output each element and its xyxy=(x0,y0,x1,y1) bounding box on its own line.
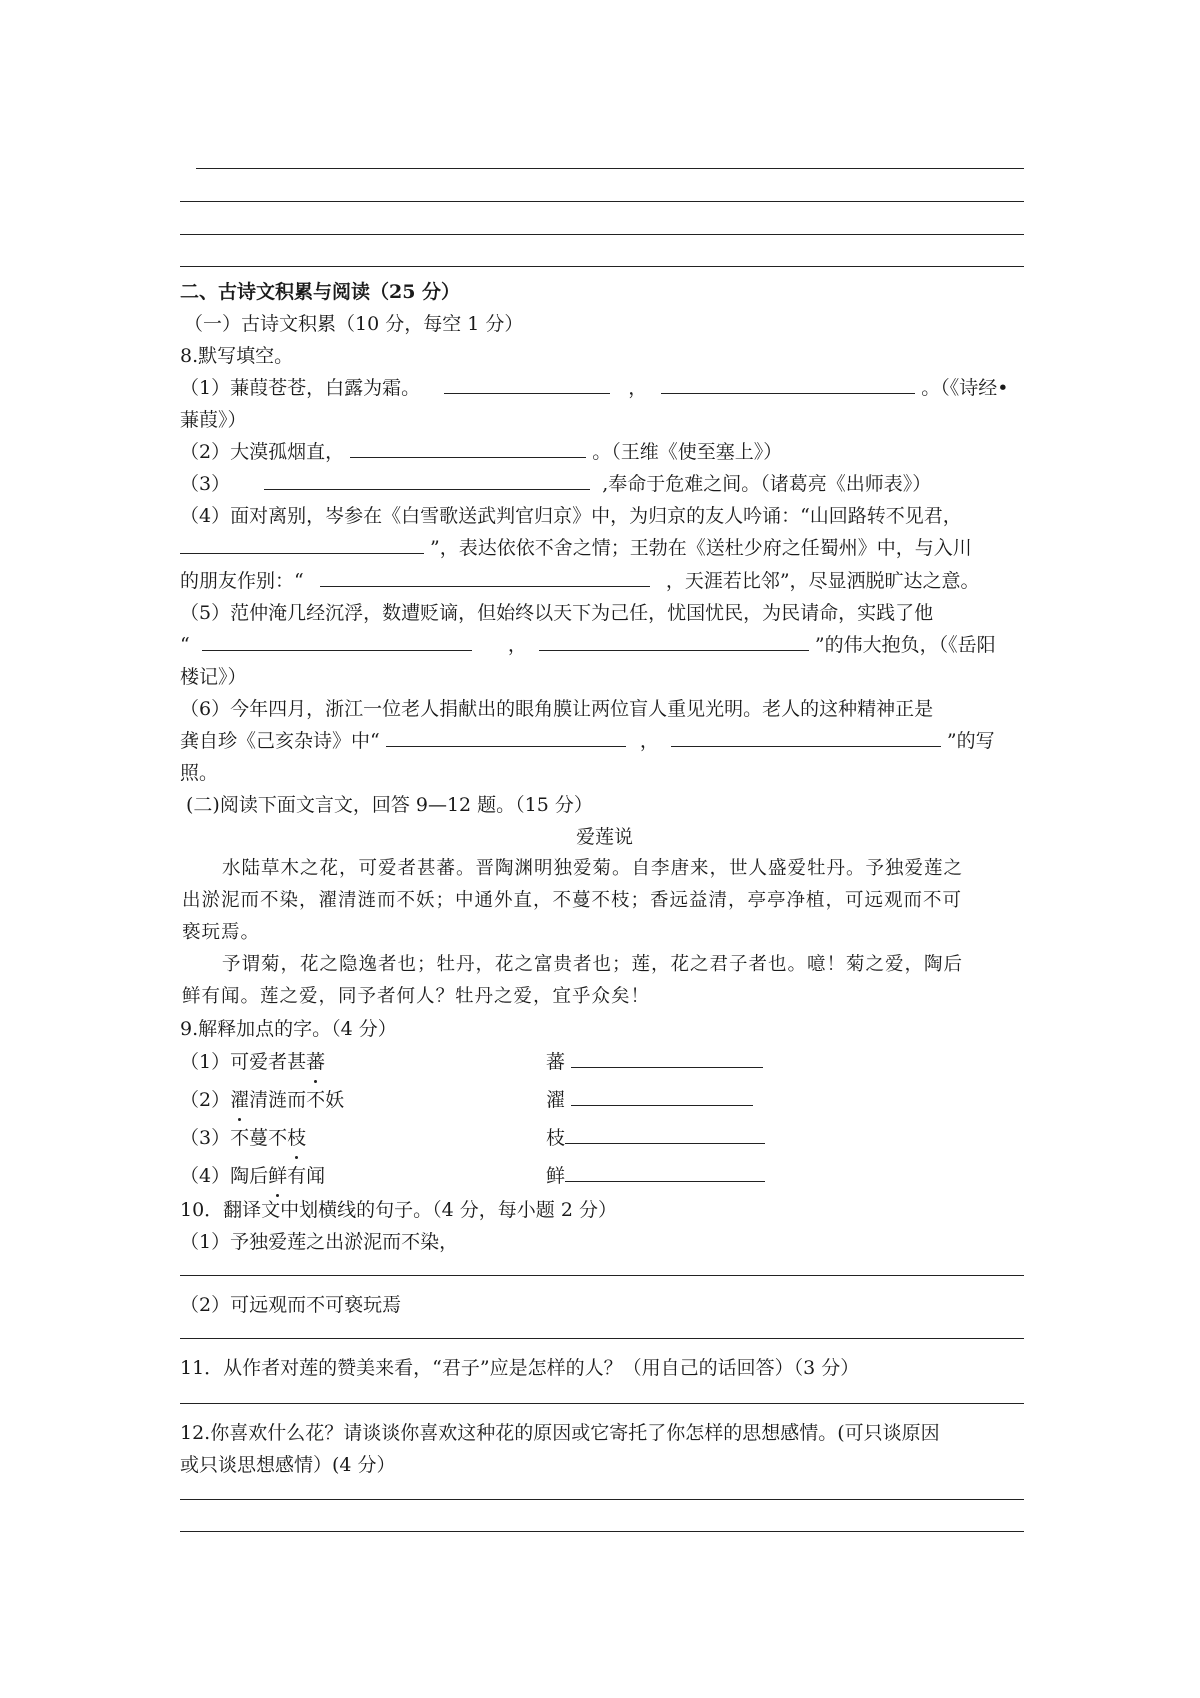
part1-title: （一）古诗文积累（10 分，每空 1 分） xyxy=(184,313,524,335)
dotted-char: 濯 xyxy=(230,1085,249,1112)
answer-line[interactable] xyxy=(180,234,1024,235)
q8-item1-comma: ， xyxy=(628,377,648,399)
blank[interactable] xyxy=(386,728,626,747)
dotted-char: 枝 xyxy=(287,1123,306,1150)
q8-item3-text: （3） xyxy=(180,473,231,495)
q9-item-text: （1）可爱者甚 xyxy=(180,1051,307,1073)
dotted-char: 蕃 xyxy=(306,1047,325,1074)
q8-title: 8.默写填空。 xyxy=(180,345,294,367)
q8-item1-end: 。（《诗经• xyxy=(921,377,1009,399)
q8-item4-line2 xyxy=(180,533,972,560)
section-title: 二、古诗文积累与阅读（25 分） xyxy=(180,281,461,303)
q8-item2-end: 。（王维《使至塞上》） xyxy=(592,441,783,463)
q8-item6-end: ”的写 xyxy=(946,730,995,752)
q9-title: 9.解释加点的字。（4 分） xyxy=(180,1018,397,1040)
q8-item5-end: ”的伟大抱负，（《岳阳 xyxy=(814,634,996,656)
blank[interactable] xyxy=(444,375,610,394)
q8-item5-open: “ xyxy=(180,634,190,656)
blank[interactable] xyxy=(661,375,915,394)
q9-answer-2 xyxy=(546,1085,753,1112)
blank[interactable] xyxy=(180,535,424,554)
q9-answer-1 xyxy=(546,1047,763,1074)
blank[interactable] xyxy=(671,728,941,747)
q8-item6-text: 龚自珍《己亥杂诗》中“ xyxy=(180,730,380,752)
q9-item-text: 清涟而不妖 xyxy=(249,1089,345,1111)
blank[interactable] xyxy=(320,568,650,587)
q8-item6-line2 xyxy=(180,726,995,753)
blank[interactable] xyxy=(264,471,590,490)
q8-item4-line3-text: 的朋友作别：“ xyxy=(180,570,304,592)
q9-item-3 xyxy=(180,1123,306,1150)
passage-p1-line2: 出淤泥而不染，濯清涟而不妖；中通外直，不蔓不枝；香远益清，亭亭净植，可远观而不可 xyxy=(182,890,963,911)
q8-item1-cont: 蒹葭》） xyxy=(180,409,247,431)
answer-line[interactable] xyxy=(180,1499,1024,1500)
q9-char: 蕃 xyxy=(546,1051,572,1073)
passage-p2-line2: 鲜有闻。莲之爱，同予者何人？牡丹之爱，宜乎众矣！ xyxy=(182,986,651,1007)
q8-item3 xyxy=(180,469,931,496)
q9-item-text: （3）不蔓不 xyxy=(180,1127,288,1149)
blank[interactable] xyxy=(571,1049,763,1068)
passage-p2-line1: 予谓菊，花之隐逸者也；牡丹，花之富贵者也；莲，花之君子者也。噫！菊之爱，陶后 xyxy=(222,954,964,975)
q8-item1 xyxy=(180,373,1009,400)
q8-item6-line1: （6）今年四月，浙江一位老人捐献出的眼角膜让两位盲人重见光明。老人的这种精神正是 xyxy=(180,698,934,720)
q9-item-2 xyxy=(180,1085,344,1112)
q8-item5-comma: ， xyxy=(507,634,527,656)
answer-line[interactable] xyxy=(180,1531,1024,1532)
q10-item1: （1）予独爱莲之出淤泥而不染， xyxy=(180,1231,459,1253)
answer-line[interactable] xyxy=(180,1338,1024,1339)
answer-line[interactable] xyxy=(196,168,1024,169)
q9-item-1 xyxy=(180,1047,325,1074)
q8-item1-text: （1）蒹葭苍苍，白露为霜。 xyxy=(180,377,421,399)
q10-item2: （2）可远观而不可亵玩焉 xyxy=(180,1294,402,1316)
q12-line1: 12.你喜欢什么花？请谈谈你喜欢这种花的原因或它寄托了你怎样的思想感情。(可只谈原因 xyxy=(180,1422,940,1444)
q9-char: 鲜 xyxy=(546,1165,566,1187)
q9-item-text: （4）陶后 xyxy=(180,1165,269,1187)
q8-item4-line3 xyxy=(180,566,980,593)
q8-item6-comma: ， xyxy=(639,730,659,752)
passage-title: 爱莲说 xyxy=(576,826,634,848)
q10-title: 10．翻译文中划横线的句子。（4 分，每小题 2 分） xyxy=(180,1199,617,1221)
answer-line[interactable] xyxy=(180,1403,1024,1404)
blank[interactable] xyxy=(350,439,586,458)
q9-char: 枝 xyxy=(546,1127,566,1149)
q8-item2 xyxy=(180,437,782,464)
q8-item5-line1: （5）范仲淹几经沉浮，数遭贬谪，但始终以天下为己任，忧国忧民，为民请命，实践了他 xyxy=(180,602,934,624)
q9-item-4 xyxy=(180,1161,325,1188)
passage-p1-line3: 亵玩焉。 xyxy=(182,922,261,943)
q9-answer-4 xyxy=(546,1161,765,1188)
q8-item5-line2 xyxy=(180,630,996,657)
q9-item-text: 有闻 xyxy=(287,1165,326,1187)
answer-line[interactable] xyxy=(180,266,1024,267)
blank[interactable] xyxy=(202,632,472,651)
blank[interactable] xyxy=(571,1087,753,1106)
q8-item2-text: （2）大漠孤烟直， xyxy=(180,441,345,463)
part2-title: (二)阅读下面文言文，回答 9—12 题。（15 分） xyxy=(186,794,593,816)
blank[interactable] xyxy=(539,632,809,651)
dotted-char: 鲜 xyxy=(268,1161,287,1188)
q12-line2: 或只谈思想感情）(4 分） xyxy=(180,1454,396,1476)
q8-item4-line3-end: ，天涯若比邻”，尽显洒脱旷达之意。 xyxy=(665,570,980,592)
passage-p1-line1: 水陆草木之花，可爱者甚蕃。晋陶渊明独爱菊。自李唐来，世人盛爱牡丹。予独爱莲之 xyxy=(222,858,964,879)
q9-answer-3 xyxy=(546,1123,765,1150)
q9-item-text: （2） xyxy=(180,1089,231,1111)
q9-char: 濯 xyxy=(546,1089,572,1111)
answer-line[interactable] xyxy=(180,201,1024,202)
answer-line[interactable] xyxy=(180,1275,1024,1276)
q8-item3-end: ,奉命于危难之间。（诸葛亮《出师表》） xyxy=(602,473,932,495)
blank[interactable] xyxy=(565,1125,765,1144)
blank[interactable] xyxy=(565,1163,765,1182)
q8-item4-line1: （4）面对离别，岑参在《白雪歌送武判官归京》中，为归京的友人吟诵：“山回路转不见君， xyxy=(180,505,962,527)
q11-title: 11．从作者对莲的赞美来看，“君子”应是怎样的人？（用自己的话回答）（3 分） xyxy=(180,1357,860,1379)
q8-item5-line3: 楼记》） xyxy=(180,666,247,688)
q8-item4-line2-end: ”，表达依依不舍之情；王勃在《送杜少府之任蜀州》中，与入川 xyxy=(430,537,972,559)
q8-item6-line3: 照。 xyxy=(180,762,219,784)
